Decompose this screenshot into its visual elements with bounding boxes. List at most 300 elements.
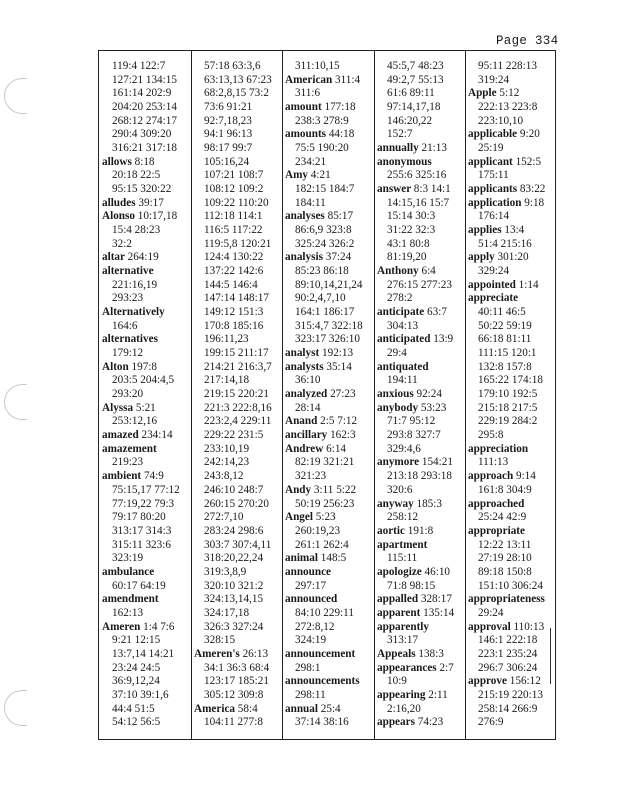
page-line-refs: 9:14	[515, 470, 536, 483]
index-continuation	[194, 197, 280, 211]
page-line-refs: 109:22 110:20	[204, 196, 269, 209]
page-line-refs: 85:23 86:18	[295, 265, 349, 278]
index-continuation	[468, 456, 554, 470]
page-line-refs: 238:3 278:9	[295, 114, 349, 127]
page-line-refs: 152:7	[387, 128, 413, 141]
index-entry	[102, 306, 188, 320]
page-line-refs: 1:14	[518, 278, 539, 291]
page-line-refs: 276:15 277:23	[387, 278, 452, 291]
page-line-refs: 303:7 307:4,11	[204, 538, 272, 551]
page-line-refs: 229:22 231:5	[204, 429, 264, 442]
index-entry	[468, 443, 554, 457]
page-line-refs: 44:18	[328, 128, 355, 141]
index-term: Appeals	[377, 647, 416, 660]
index-continuation	[102, 634, 188, 648]
index-entry	[468, 128, 554, 142]
page-line-refs: 223:2,4 229:11	[204, 415, 272, 428]
index-term: analyzed	[285, 388, 328, 401]
page-line-refs: 37:14 38:16	[295, 716, 349, 729]
page-line-refs: 305:12 309:8	[204, 688, 264, 701]
index-term: apparently	[377, 620, 430, 633]
page-line-refs: 295:8	[478, 429, 504, 442]
page-line-refs: 319:3,8,9	[204, 565, 247, 578]
index-entry	[102, 210, 188, 224]
page-line-refs: 6:4	[421, 265, 436, 278]
page-line-refs: 137:22 142:6	[204, 265, 264, 278]
page-line-refs: 5:12	[499, 87, 520, 100]
index-continuation	[194, 87, 280, 101]
page-line-refs: 261:1 262:4	[295, 538, 349, 551]
page-line-refs: 204:20 253:14	[112, 101, 177, 114]
index-continuation	[377, 374, 463, 388]
page-line-refs: 132:8 157:8	[478, 360, 532, 373]
page-line-refs: 8:18	[134, 155, 155, 168]
page-line-refs: 107:21 108:7	[204, 169, 264, 182]
index-continuation	[102, 511, 188, 525]
index-continuation	[194, 210, 280, 224]
page-line-refs: 27:23	[330, 388, 356, 401]
index-continuation	[377, 511, 463, 525]
page-line-refs: 194:11	[387, 374, 418, 387]
index-term: ambulance	[102, 565, 155, 578]
index-entry	[285, 415, 371, 429]
page-line-refs: 32:2	[112, 237, 132, 250]
page-line-refs: 221:16,19	[112, 278, 158, 291]
index-continuation	[194, 593, 280, 607]
index-continuation	[377, 347, 463, 361]
page-line-refs: 66:18 81:11	[478, 333, 532, 346]
index-term: anticipate	[377, 306, 425, 319]
index-term: Anthony	[377, 265, 419, 278]
index-continuation	[102, 662, 188, 676]
index-term: amounts	[285, 128, 327, 141]
index-continuation	[468, 634, 554, 648]
index-frame	[98, 50, 556, 740]
index-continuation	[102, 456, 188, 470]
page-line-refs: 329:4,6	[387, 442, 421, 455]
index-entry	[285, 101, 371, 115]
index-continuation	[377, 634, 463, 648]
index-continuation	[377, 115, 463, 129]
index-continuation	[285, 662, 371, 676]
page-line-refs: 283:24 298:6	[204, 524, 264, 537]
index-continuation	[377, 197, 463, 211]
page-line-refs: 74:23	[417, 716, 444, 729]
page-line-refs: 9:20	[519, 128, 540, 141]
page-line-refs: 2:11	[428, 688, 448, 701]
page-line-refs: 82:19 321:21	[295, 456, 355, 469]
index-term: applies	[468, 224, 502, 237]
index-entry	[377, 456, 463, 470]
index-term: Anand	[285, 415, 318, 428]
page-line-refs: 77:19,22 79:3	[112, 497, 175, 510]
index-term: Amy	[285, 169, 308, 182]
page-line-refs: 3:11 5:22	[313, 483, 357, 496]
page-line-refs: 324:17,18	[204, 606, 250, 619]
index-continuation	[377, 60, 463, 74]
index-entry	[285, 251, 371, 265]
index-term: announcements	[285, 675, 360, 688]
index-entry	[102, 566, 188, 580]
index-continuation	[377, 320, 463, 334]
page-line-refs: 162:3	[330, 429, 356, 442]
index-continuation	[285, 292, 371, 306]
index-continuation	[102, 238, 188, 252]
index-continuation	[102, 115, 188, 129]
page-line-refs: 219:15 220:21	[204, 388, 269, 401]
index-continuation	[194, 634, 280, 648]
page-line-refs: 215:19 220:13	[478, 688, 543, 701]
page-line-refs: 15:4 28:23	[112, 224, 161, 237]
index-term: amazed	[102, 429, 139, 442]
page-line-refs: 272:8,12	[295, 620, 335, 633]
page-line-refs: 25:19	[478, 142, 504, 155]
index-continuation	[285, 470, 371, 484]
index-term: amount	[285, 101, 322, 114]
page-line-refs: 81:19,20	[387, 251, 427, 264]
index-term: apartment	[377, 538, 428, 551]
page-line-refs: 234:14	[141, 429, 173, 442]
page-line-refs: 4:21	[310, 169, 331, 182]
page-line-refs: 184:11	[295, 196, 326, 209]
index-continuation	[194, 361, 280, 375]
index-continuation	[468, 265, 554, 279]
index-continuation	[468, 101, 554, 115]
index-continuation	[285, 306, 371, 320]
punch-hole-bottom	[4, 690, 27, 726]
page-line-refs: 170:8 185:16	[204, 319, 264, 332]
index-term: apparent	[377, 606, 421, 619]
page-line-refs: 34:1 36:3 68:4	[204, 661, 270, 674]
index-term: answer	[377, 183, 411, 196]
page-line-refs: 36:10	[295, 374, 321, 387]
page-line-refs: 53:23	[420, 401, 447, 414]
index-continuation	[468, 361, 554, 375]
page-line-refs: 313:17	[387, 634, 419, 647]
index-continuation	[285, 183, 371, 197]
page-line-refs: 255:6 325:16	[387, 169, 447, 182]
index-continuation	[194, 374, 280, 388]
page-line-refs: 147:14 148:17	[204, 292, 269, 305]
index-term: approached	[468, 497, 525, 510]
page-line-refs: 21:13	[421, 142, 447, 155]
index-term: approach	[468, 470, 514, 483]
index-continuation	[102, 224, 188, 238]
index-entry	[468, 593, 554, 607]
index-column-4	[377, 60, 463, 730]
index-continuation	[194, 74, 280, 88]
index-entry	[285, 169, 371, 183]
index-term: antiquated	[377, 360, 429, 373]
index-continuation	[377, 675, 463, 689]
index-entry	[285, 703, 371, 717]
page-line-refs: 60:17 64:19	[112, 579, 166, 592]
index-continuation	[377, 552, 463, 566]
index-continuation	[102, 648, 188, 662]
page-line-refs: 84:10 229:11	[295, 606, 354, 619]
index-continuation	[194, 607, 280, 621]
index-term: aortic	[377, 524, 405, 537]
index-continuation	[285, 142, 371, 156]
index-continuation	[468, 716, 554, 730]
index-entry	[377, 716, 463, 730]
index-continuation	[102, 60, 188, 74]
page-line-refs: 39:17	[138, 196, 164, 209]
index-entry	[102, 470, 188, 484]
page-line-refs: 97:14,17,18	[387, 101, 441, 114]
index-entry	[102, 402, 188, 416]
page-line-refs: 85:17	[327, 210, 354, 223]
index-continuation	[102, 347, 188, 361]
page-line-refs: 223:10,10	[478, 114, 524, 127]
index-continuation	[285, 333, 371, 347]
column-divider-3	[374, 51, 375, 739]
page-line-refs: 89:10,14,21,24	[295, 278, 363, 291]
index-continuation	[194, 333, 280, 347]
index-column-5	[468, 60, 554, 730]
index-term: annual	[285, 702, 318, 715]
page-line-refs: 196:11,23	[204, 333, 249, 346]
index-term: application	[468, 196, 522, 209]
page-line-refs: 146:20,22	[387, 114, 433, 127]
index-continuation	[194, 456, 280, 470]
index-term: ancillary	[285, 429, 328, 442]
index-continuation	[194, 621, 280, 635]
page-line-refs: 15:14 30:3	[387, 210, 436, 223]
index-continuation	[377, 443, 463, 457]
index-continuation	[194, 101, 280, 115]
index-term: appropriateness	[468, 593, 545, 606]
index-continuation	[377, 74, 463, 88]
index-continuation	[102, 498, 188, 512]
index-continuation	[285, 238, 371, 252]
page-line-refs: 297:17	[295, 579, 327, 592]
index-entry	[285, 648, 371, 662]
page-line-refs: 37:10 39:1,6	[112, 688, 169, 701]
index-continuation	[468, 320, 554, 334]
index-entry	[285, 566, 371, 580]
index-term: approval	[468, 620, 511, 633]
index-term: appears	[377, 716, 415, 729]
page-line-refs: 45:5,7 48:23	[387, 60, 444, 72]
index-continuation	[377, 415, 463, 429]
index-continuation	[285, 607, 371, 621]
page-line-refs: 63:7	[427, 306, 447, 319]
index-entry	[285, 484, 371, 498]
index-term: apply	[468, 251, 495, 264]
index-continuation	[377, 210, 463, 224]
index-continuation	[285, 265, 371, 279]
index-continuation	[377, 224, 463, 238]
index-continuation	[102, 169, 188, 183]
index-continuation	[194, 511, 280, 525]
page-line-refs: 162:13	[112, 606, 144, 619]
index-continuation	[102, 703, 188, 717]
page-line-refs: 146:1 222:18	[478, 634, 538, 647]
index-continuation	[285, 621, 371, 635]
index-term: apologize	[377, 565, 422, 578]
index-continuation	[285, 525, 371, 539]
page-line-refs: 135:14	[423, 606, 455, 619]
index-continuation	[377, 251, 463, 265]
index-continuation	[194, 347, 280, 361]
page-line-refs: 104:11 277:8	[204, 716, 263, 729]
index-term: analysis	[285, 251, 323, 264]
page-line-refs: 301:20	[497, 251, 529, 264]
index-term: animal	[285, 552, 318, 565]
index-continuation	[194, 320, 280, 334]
page-line-refs: 71:8 98:15	[387, 579, 436, 592]
index-entry	[377, 388, 463, 402]
index-continuation	[102, 716, 188, 730]
index-continuation	[194, 238, 280, 252]
page-line-refs: 54:12 56:5	[112, 716, 161, 729]
index-entry	[285, 511, 371, 525]
index-term: allows	[102, 155, 132, 168]
index-entry	[285, 388, 371, 402]
page-line-refs: 35:14	[326, 360, 352, 373]
page-line-refs: 13:9	[433, 333, 454, 346]
index-entry	[377, 402, 463, 416]
index-term: Alyssa	[102, 401, 134, 414]
page-line-refs: 105:16,24	[204, 155, 250, 168]
page-line-refs: 124:4 130:22	[204, 251, 264, 264]
index-continuation	[194, 415, 280, 429]
index-continuation	[285, 634, 371, 648]
page-line-refs: 12:22 13:11	[478, 538, 532, 551]
index-continuation	[102, 388, 188, 402]
index-continuation	[102, 580, 188, 594]
index-continuation	[377, 279, 463, 293]
page-line-refs: 246:10 248:7	[204, 483, 264, 496]
index-column-3	[285, 60, 371, 730]
index-continuation	[468, 238, 554, 252]
index-entry	[377, 648, 463, 662]
page-line-refs: 36:9,12,24	[112, 675, 160, 688]
index-term: Alton	[102, 360, 129, 373]
index-continuation	[194, 566, 280, 580]
index-term: appointed	[468, 278, 516, 291]
index-continuation	[468, 347, 554, 361]
page-line-refs: 152:5	[515, 155, 542, 168]
index-continuation	[102, 74, 188, 88]
index-continuation	[102, 87, 188, 101]
index-entry	[377, 265, 463, 279]
page-line-refs: 191:8	[407, 524, 434, 537]
index-continuation	[285, 498, 371, 512]
page-line-refs: 260:15 270:20	[204, 497, 269, 510]
index-continuation	[194, 498, 280, 512]
index-continuation	[377, 470, 463, 484]
index-continuation	[102, 128, 188, 142]
index-term: annually	[377, 142, 419, 155]
index-continuation	[468, 662, 554, 676]
index-continuation	[194, 156, 280, 170]
page-line-refs: 14:15,16 15:7	[387, 196, 450, 209]
page-line-refs: 90:2,4,7,10	[295, 292, 346, 305]
page-line-refs: 110:13	[513, 620, 545, 633]
index-continuation	[102, 525, 188, 539]
index-continuation	[194, 224, 280, 238]
index-continuation	[194, 580, 280, 594]
page-line-refs: 258:14 266:9	[478, 702, 538, 715]
page-line-refs: 177:18	[324, 101, 356, 114]
index-continuation	[285, 224, 371, 238]
page-line-refs: 27:19 28:10	[478, 552, 532, 565]
page-line-refs: 2:7	[439, 661, 454, 674]
index-entry	[377, 333, 463, 347]
index-continuation	[194, 539, 280, 553]
index-continuation	[194, 142, 280, 156]
index-continuation	[102, 484, 188, 498]
page-line-refs: 219:23	[112, 456, 144, 469]
page-line-refs: 223:1 235:24	[478, 647, 538, 660]
index-entry	[377, 361, 463, 375]
index-continuation	[194, 662, 280, 676]
index-entry	[468, 251, 554, 265]
page-line-refs: 74:9	[143, 470, 164, 483]
index-continuation	[102, 415, 188, 429]
page-line-refs: 138:3	[418, 647, 444, 660]
page-line-refs: 316:21 317:18	[112, 142, 177, 155]
index-entry	[285, 74, 371, 88]
index-continuation	[468, 566, 554, 580]
index-continuation	[194, 292, 280, 306]
page-line-refs: 233:10,19	[204, 442, 250, 455]
page-line-refs: 10:17,18	[137, 210, 178, 223]
index-continuation	[285, 279, 371, 293]
index-continuation	[102, 552, 188, 566]
page-line-refs: 95:11 228:13	[478, 60, 537, 72]
index-continuation	[194, 265, 280, 279]
index-term: anybody	[377, 401, 419, 414]
page-line-refs: 10:9	[387, 675, 407, 688]
page-line-refs: 276:9	[478, 716, 504, 729]
index-term: altar	[102, 251, 125, 264]
page-line-refs: 328:17	[420, 593, 452, 606]
index-term: appearances	[377, 661, 437, 674]
index-entry	[102, 429, 188, 443]
page-line-refs: 83:22	[519, 183, 546, 196]
page-line-refs: 242:14,23	[204, 456, 250, 469]
index-column-2	[194, 60, 280, 730]
index-entry	[285, 675, 371, 689]
page-line-refs: 320:10 321:2	[204, 579, 264, 592]
index-continuation	[377, 703, 463, 717]
index-continuation	[377, 169, 463, 183]
index-entry	[468, 156, 554, 170]
page-line-refs: 13:4	[504, 224, 525, 237]
index-term: anyway	[377, 497, 414, 510]
page-line-refs: 25:24 42:9	[478, 511, 527, 524]
index-entry	[377, 566, 463, 580]
page-line-refs: 98:17 99:7	[204, 142, 253, 155]
index-entry	[285, 361, 371, 375]
page-line-refs: 293:23	[112, 292, 144, 305]
page-line-refs: 25:4	[320, 702, 341, 715]
page-line-refs: 2:16,20	[387, 702, 421, 715]
page-line-refs: 37:24	[325, 251, 352, 264]
index-term: alternative	[102, 265, 154, 278]
index-entry	[377, 142, 463, 156]
index-entry	[377, 156, 463, 170]
index-continuation	[102, 539, 188, 553]
page-line-refs: 111:15 120:1	[478, 347, 537, 360]
index-entry	[194, 648, 280, 662]
index-term: Andrew	[285, 442, 324, 455]
page-line-refs: 71:7 95:12	[387, 415, 436, 428]
index-continuation	[468, 580, 554, 594]
